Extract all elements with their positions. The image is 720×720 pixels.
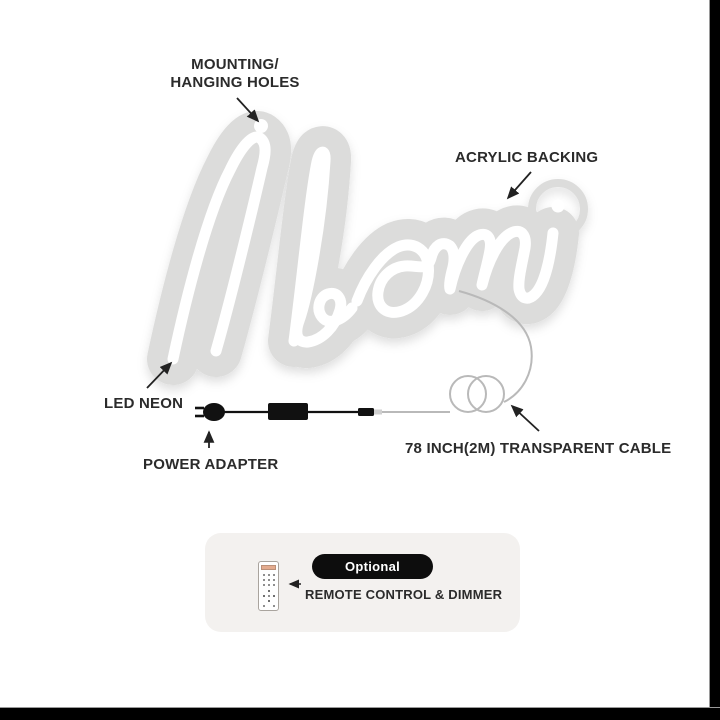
remote-display bbox=[261, 565, 276, 570]
remote-caption: REMOTE CONTROL & DIMMER bbox=[305, 587, 503, 602]
arrow-led-neon bbox=[147, 363, 171, 388]
arrow-acrylic bbox=[508, 172, 531, 198]
power-adapter-assembly bbox=[195, 403, 382, 421]
transparent-cable bbox=[381, 291, 532, 412]
label-transparent-cable: 78 INCH(2M) TRANSPARENT CABLE bbox=[405, 440, 672, 457]
power-plug bbox=[203, 403, 225, 421]
remote-control-icon bbox=[258, 561, 279, 611]
label-mounting-hanging-holes bbox=[140, 56, 330, 91]
cable-connector bbox=[358, 408, 374, 416]
label-mounting-line2: HANGING HOLES bbox=[170, 73, 300, 91]
mounting-hole bbox=[254, 119, 268, 133]
tube-letter-o bbox=[357, 244, 450, 313]
callout-arrows bbox=[147, 98, 539, 584]
acrylic-backing bbox=[173, 137, 562, 359]
optional-badge-label: Optional bbox=[344, 559, 401, 574]
label-acrylic-backing: ACRYLIC BACKING bbox=[455, 149, 599, 166]
label-led-neon: LED NEON bbox=[104, 395, 184, 412]
flourish-dot bbox=[552, 200, 565, 213]
adapter-brick bbox=[268, 403, 308, 420]
tube-letter-n bbox=[450, 231, 553, 298]
frame-bar-bottom bbox=[0, 707, 720, 720]
frame-bar-right bbox=[709, 0, 720, 720]
cable-connector-tip bbox=[374, 410, 382, 415]
optional-panel bbox=[205, 533, 520, 632]
remote-buttons bbox=[263, 574, 265, 576]
tube-letter-e bbox=[294, 152, 352, 342]
label-power-adapter: POWER ADAPTER bbox=[143, 456, 279, 473]
arrow-cable bbox=[512, 406, 539, 431]
arrow-mounting bbox=[237, 98, 258, 121]
led-neon-tubes bbox=[173, 137, 553, 359]
label-mounting-line1: MOUNTING/ bbox=[191, 56, 279, 73]
tube-letter-n-cap bbox=[173, 137, 265, 359]
optional-badge bbox=[312, 554, 433, 579]
